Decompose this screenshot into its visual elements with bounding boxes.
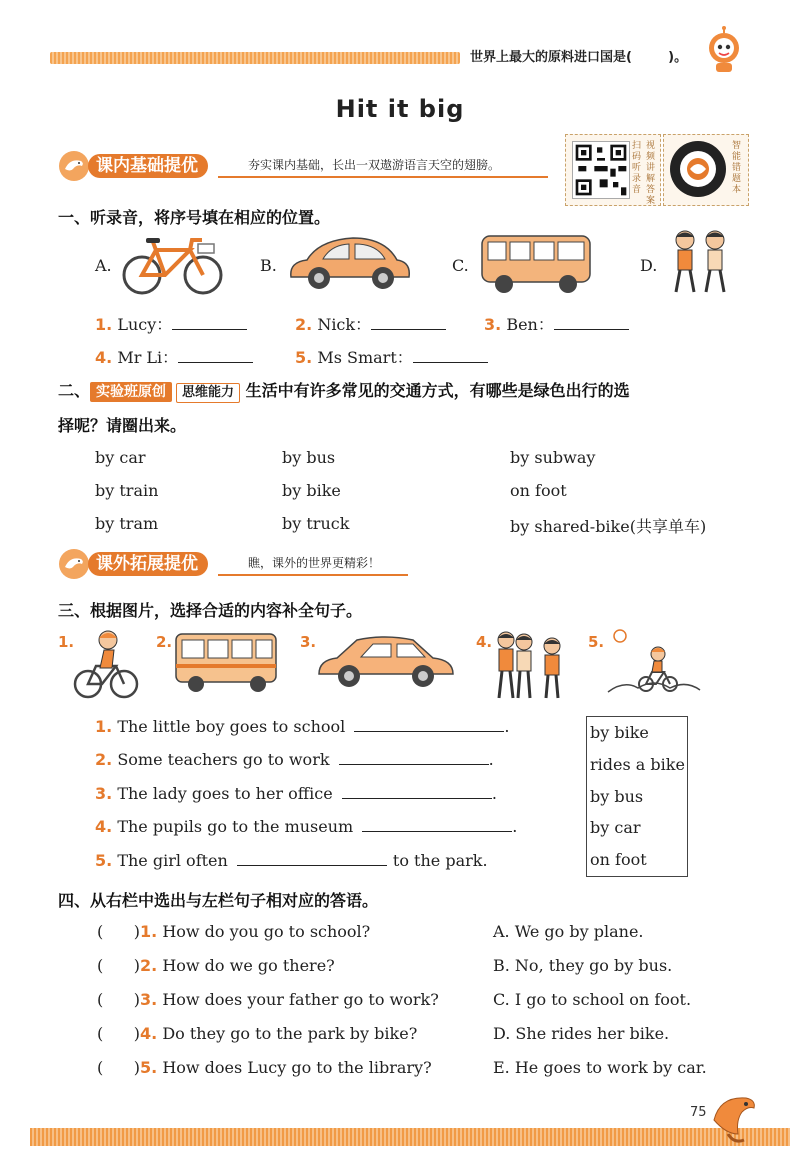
q4-heading: 四、从右栏中选出与左栏句子相对应的答语。	[58, 891, 379, 910]
q4-row-2	[97, 956, 335, 975]
question-text: How do we go there?	[162, 956, 335, 975]
answer-blank[interactable]	[237, 851, 387, 866]
q2-prefix: 二、	[58, 381, 91, 400]
q1-item-3	[484, 312, 629, 335]
option-by-shared-bike[interactable]: by shared-bike(共享单车)	[510, 517, 707, 536]
q4-row-5	[97, 1058, 432, 1077]
answer-blank[interactable]	[362, 817, 512, 832]
question-text: How does your father go to work?	[162, 990, 439, 1009]
question-text: How does Lucy go to the library?	[162, 1058, 432, 1077]
q4-answer-b: B. No, they go by bus.	[493, 956, 673, 975]
q2-heading-line1: 生活中有许多常见的交通方式，有哪些是绿色出行的选	[245, 381, 630, 400]
q1-item-1	[95, 312, 247, 335]
choice-rides-a-bike: rides a bike	[590, 754, 685, 774]
answer-blank[interactable]	[554, 315, 629, 330]
section-note: 夯实课内基础，长出一双遨游语言天空的翅膀。	[248, 158, 501, 172]
question-text: Do they go to the park by bike?	[162, 1024, 418, 1043]
robot-mascot-icon	[700, 26, 748, 74]
pic-num-3: 3.	[300, 633, 317, 651]
item-number: 5.	[140, 1058, 158, 1077]
q3-sentence-3	[95, 784, 497, 803]
section-banner-extension	[58, 548, 408, 580]
answer-blank[interactable]	[413, 348, 488, 363]
option-by-train[interactable]: by train	[95, 481, 159, 500]
q3-sentence-4	[95, 817, 517, 836]
section-label: 课内基础提优	[88, 154, 208, 178]
q1-item-2	[295, 312, 446, 335]
sentence-text: The pupils go to the museum	[117, 817, 354, 836]
qr-code-icon[interactable]	[572, 141, 630, 199]
header-question: 世界上最大的原料进口国是( )。	[470, 50, 688, 65]
item-number: 3.	[484, 315, 502, 334]
item-number: 2.	[140, 956, 158, 975]
choice-box	[586, 716, 688, 877]
choice-by-bus: by bus	[590, 786, 644, 806]
item-text: Mr Li：	[117, 348, 179, 367]
footer-stripe	[30, 1128, 790, 1146]
smart-qr-icon[interactable]	[668, 139, 728, 199]
item-number: 3.	[95, 784, 113, 803]
sentence-text: The lady goes to her office	[117, 784, 333, 803]
sentence-text: The little boy goes to school	[117, 717, 346, 736]
page-title: Hit it big	[335, 95, 465, 123]
q3-sentence-2	[95, 750, 494, 769]
car-icon	[315, 630, 457, 694]
qr-label-mistakes: 智能错题本	[732, 141, 742, 195]
car-icon	[285, 232, 415, 294]
option-by-bike[interactable]: by bike	[282, 481, 341, 500]
bus-icon	[478, 230, 596, 296]
item-number: 2.	[95, 750, 113, 769]
q4-answer-d: D. She rides her bike.	[493, 1024, 670, 1043]
answer-paren[interactable]: ( )	[97, 956, 140, 975]
question-text: How do you go to school?	[162, 922, 371, 941]
banner-underline	[218, 176, 548, 178]
q4-row-3	[97, 990, 439, 1009]
tag-thinking: 思维能力	[176, 383, 240, 403]
answer-paren[interactable]: ( )	[97, 922, 140, 941]
q2-heading	[58, 378, 630, 403]
item-text: Lucy：	[117, 315, 173, 334]
walking-children-icon	[665, 228, 737, 298]
choice-by-car: by car	[590, 818, 641, 838]
qr-panel-audio	[565, 134, 661, 206]
sentence-end: .	[512, 817, 518, 836]
q1-item-4	[95, 345, 253, 368]
sentence-end: .	[504, 717, 510, 736]
answer-blank[interactable]	[172, 315, 247, 330]
banner-underline	[218, 574, 408, 576]
q3-heading: 三、根据图片，选择合适的内容补全句子。	[58, 601, 363, 620]
item-number: 5.	[95, 851, 113, 870]
picture-label-d: D.	[640, 256, 658, 275]
sentence-text: Some teachers go to work	[117, 750, 330, 769]
item-number: 3.	[140, 990, 158, 1009]
picture-label-a: A.	[95, 256, 112, 275]
qr-label-listen: 扫码听录音	[632, 141, 642, 195]
sentence-end: .	[488, 750, 494, 769]
dolphin-icon	[58, 150, 90, 182]
item-number: 1.	[140, 922, 158, 941]
answer-blank[interactable]	[371, 315, 446, 330]
q4-answer-e: E. He goes to work by car.	[493, 1058, 707, 1077]
page-number: 75	[690, 1105, 707, 1120]
answer-blank[interactable]	[178, 348, 253, 363]
pupils-walking-icon	[490, 628, 570, 702]
qr-panel-mistakes	[663, 134, 749, 206]
answer-paren[interactable]: ( )	[97, 990, 140, 1009]
q4-answer-c: C. I go to school on foot.	[493, 990, 692, 1009]
item-number: 1.	[95, 717, 113, 736]
q1-item-5	[295, 345, 488, 368]
sentence-end: to the park.	[392, 851, 488, 870]
item-text: Nick：	[317, 315, 372, 334]
item-number: 1.	[95, 315, 113, 334]
option-on-foot[interactable]: on foot	[510, 481, 567, 500]
picture-label-c: C.	[452, 256, 469, 275]
section-label: 课外拓展提优	[88, 552, 208, 576]
girl-cycling-park-icon	[604, 626, 704, 698]
answer-blank[interactable]	[342, 784, 492, 799]
item-number: 4.	[95, 817, 113, 836]
option-by-car[interactable]: by car	[95, 448, 146, 467]
option-by-tram[interactable]: by tram	[95, 514, 159, 533]
q2-heading-line2: 择呢？请圈出来。	[58, 416, 187, 435]
dolphin-mascot-icon	[708, 1090, 762, 1146]
bus-icon	[172, 630, 282, 694]
answer-paren[interactable]: ( )	[97, 1024, 140, 1043]
tag-experimental: 实验班原创	[90, 382, 172, 402]
section-banner-basic	[58, 150, 548, 182]
q3-sentence-5	[95, 851, 488, 870]
q3-sentence-1	[95, 717, 509, 736]
answer-blank[interactable]	[339, 750, 489, 765]
item-text: Ben：	[506, 315, 554, 334]
choice-on-foot: on foot	[590, 850, 647, 870]
option-by-subway[interactable]: by subway	[510, 448, 596, 467]
pic-num-1: 1.	[58, 633, 75, 651]
pic-num-4: 4.	[476, 633, 493, 651]
sentence-text: The girl often	[117, 851, 228, 870]
sentence-end: .	[491, 784, 497, 803]
choice-by-bike: by bike	[590, 723, 649, 742]
q4-row-4	[97, 1024, 417, 1043]
qr-label-video: 视频讲解答案	[646, 141, 656, 206]
item-number: 4.	[140, 1024, 158, 1043]
answer-blank[interactable]	[354, 717, 504, 732]
item-number: 2.	[295, 315, 313, 334]
dolphin-icon	[58, 548, 90, 580]
boy-riding-bike-icon	[72, 628, 140, 702]
option-by-bus[interactable]: by bus	[282, 448, 336, 467]
bicycle-icon	[120, 232, 225, 297]
item-number: 5.	[295, 348, 313, 367]
pic-num-5: 5.	[588, 633, 605, 651]
picture-label-b: B.	[260, 256, 277, 275]
answer-paren[interactable]: ( )	[97, 1058, 140, 1077]
option-by-truck[interactable]: by truck	[282, 514, 350, 533]
pic-num-2: 2.	[156, 633, 173, 651]
header-stripe	[50, 52, 460, 64]
q1-heading: 一、听录音，将序号填在相应的位置。	[58, 208, 331, 227]
item-number: 4.	[95, 348, 113, 367]
q4-row-1	[97, 922, 370, 941]
q4-answer-a: A. We go by plane.	[493, 922, 644, 941]
section-note: 瞧，课外的世界更精彩！	[248, 556, 381, 570]
item-text: Ms Smart：	[317, 348, 413, 367]
